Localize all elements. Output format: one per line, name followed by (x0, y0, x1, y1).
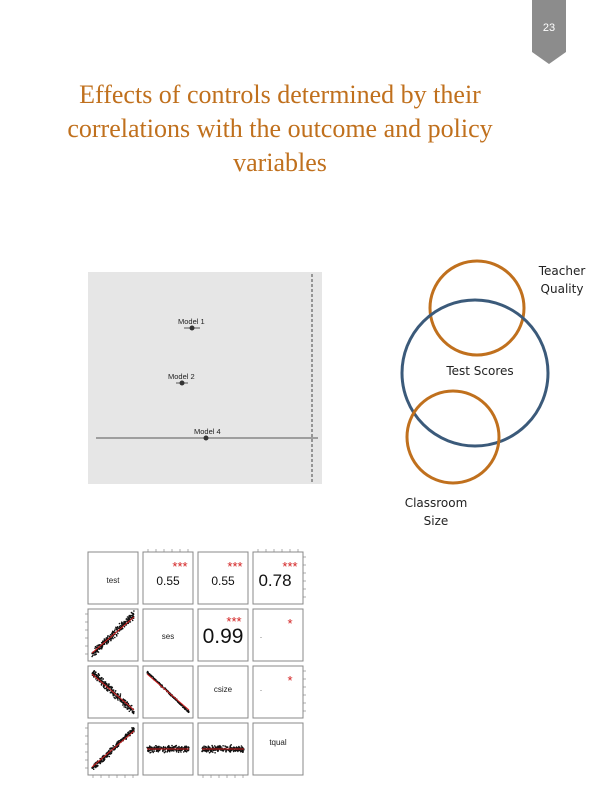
scatter-ses-test-point (125, 621, 127, 623)
scatter-tqual-ses-point (168, 746, 170, 748)
scatter-csize-test-point (123, 698, 125, 700)
scatter-csize-test-point (115, 690, 117, 692)
var-label-ses: ses (161, 632, 175, 641)
coefficient-plot (88, 272, 322, 484)
stars-test-ses: *** (172, 559, 188, 574)
scatter-ses-test-point (128, 616, 130, 618)
model-1-label: Model 1 (178, 317, 205, 326)
corr-ses-csize: 0.99 (202, 625, 244, 648)
model-2-point (180, 381, 185, 386)
scatter-csize-test-point (120, 693, 122, 695)
corr-csize-tqual: - (260, 688, 262, 694)
scatter-csize-test-point (105, 688, 107, 690)
classroom-size-label: Classroom Size (404, 496, 468, 528)
corr-test-tqual: 0.78 (258, 571, 292, 590)
scatter-tqual-csize-point (242, 751, 244, 753)
scatter-ses-test-point (113, 631, 115, 633)
scatter-tqual-ses-point (173, 746, 175, 748)
scatter-csize-test-point (101, 684, 103, 686)
scatter-tqual-ses-point (187, 746, 189, 748)
scatter-csize-test-point (129, 711, 131, 713)
teacher-quality-label: Teacher Quality (538, 264, 586, 296)
scatter-tqual-ses-point (171, 745, 173, 747)
var-label-tqual: tqual (269, 738, 287, 747)
scatter-ses-test-point (115, 627, 117, 629)
scatter-tqual-ses-point (169, 750, 171, 752)
scatter-csize-test-point (104, 681, 106, 683)
scatter-tqual-test-point (109, 756, 111, 758)
scatter-tqual-ses-point (180, 751, 182, 753)
scatter-tqual-test-point (97, 765, 99, 767)
scatter-tqual-ses-point (167, 750, 169, 752)
scatter-ses-test-point (107, 642, 109, 644)
scatter-tqual-csize-point (242, 750, 244, 752)
scatter-ses-test-point (106, 643, 108, 645)
scatter-tqual-ses-point (178, 746, 180, 748)
scatter-csize-test-point (96, 680, 98, 682)
title-line-2: correlations with the outcome and policy (67, 114, 493, 143)
scatter-ses-test-point (129, 615, 131, 617)
scatter-csize-test-point (103, 687, 105, 689)
scatter-ses-test-point (119, 626, 121, 628)
classroom-size-circle (407, 391, 499, 483)
scatter-csize-ses-point (187, 710, 189, 712)
model-2-label: Model 2 (168, 372, 195, 381)
slide-title (20, 78, 540, 180)
scatter-csize-test-point (99, 674, 101, 676)
scatter-csize-test-point (94, 670, 96, 672)
scatter-tqual-test-point (129, 731, 131, 733)
scatter-csize-test-point (123, 706, 125, 708)
scatter-ses-test-point (94, 648, 96, 650)
scatter-tqual-csize-point (233, 751, 235, 753)
scatter-tqual-csize-point (236, 746, 238, 748)
scatter-tqual-test-point (120, 739, 122, 741)
scatter-ses-test-point (126, 618, 128, 620)
stars-test-tqual: *** (282, 559, 298, 574)
stars-ses-tqual: * (287, 616, 293, 631)
scatter-csize-ses-point (152, 676, 154, 678)
scatter-ses-test-point (127, 620, 129, 622)
scatter-csize-test-point (117, 699, 119, 701)
scatter-csize-test-point (95, 672, 97, 674)
scatter-csize-test-point (98, 673, 100, 675)
scatter-csize-test-point (122, 704, 124, 706)
scatter-ses-test-point (111, 633, 113, 635)
scatter-csize-test-point (124, 703, 126, 705)
slide-number: 23 (542, 22, 556, 34)
stars-csize-tqual: * (287, 673, 293, 688)
scatter-csize-test-point (108, 683, 110, 685)
scatter-tqual-ses-point (153, 750, 155, 752)
scatter-csize-test-point (102, 678, 104, 680)
scatter-tqual-ses-point (176, 751, 178, 753)
title-line-3: variables (233, 148, 327, 177)
scatter-csize-test-point (131, 705, 133, 707)
scatter-tqual-csize-point (218, 747, 220, 749)
scatter-tqual-test-point (133, 728, 135, 730)
scatter-tqual-ses-point (162, 751, 164, 753)
title-line-1: Effects of controls determined by their (79, 80, 481, 109)
scatter-tqual-test-point (112, 745, 114, 747)
scatter-tqual-csize-point (210, 749, 212, 751)
scatter-csize-test-point (110, 688, 112, 690)
scatter-ses-test-point (123, 622, 125, 624)
panel-tqual (253, 723, 303, 775)
scatter-csize-test-point (125, 707, 127, 709)
scatter-tqual-ses-point (171, 750, 173, 752)
scatter-csize-test-point (118, 694, 120, 696)
pairs-plot (74, 540, 326, 785)
scatter-tqual-csize-point (239, 749, 241, 751)
corr-ses-tqual: - (260, 635, 262, 641)
model-4-label: Model 4 (194, 427, 221, 436)
scatter-csize-test-point (105, 683, 107, 685)
scatter-tqual-ses-point (183, 751, 185, 753)
scatter-ses-test-point (121, 624, 123, 626)
scatter-tqual-test-point (92, 767, 94, 769)
scatter-csize-test-point (132, 712, 134, 714)
model-1-point (190, 326, 195, 331)
scatter-tqual-ses-point (148, 751, 150, 753)
scatter-ses-test-point (110, 634, 112, 636)
var-label-csize: csize (213, 685, 233, 694)
scatter-tqual-csize-point (234, 747, 236, 749)
scatter-tqual-ses-point (149, 752, 151, 754)
scatter-tqual-ses-point (168, 745, 170, 747)
scatter-tqual-csize-point (226, 746, 228, 748)
scatter-csize-test-point (107, 690, 109, 692)
scatter-tqual-ses-point (184, 746, 186, 748)
scatter-ses-test-point (91, 656, 93, 658)
scatter-tqual-csize-point (211, 749, 213, 751)
scatter-csize-test-point (125, 700, 127, 702)
scatter-tqual-test-point (103, 758, 105, 760)
var-label-test: test (106, 576, 120, 585)
scatter-tqual-ses-point (170, 747, 172, 749)
scatter-tqual-csize-point (227, 746, 229, 748)
scatter-ses-test-point (96, 651, 98, 653)
scatter-tqual-csize-point (217, 750, 219, 752)
scatter-ses-test-point (128, 618, 130, 620)
scatter-tqual-test-point (111, 753, 113, 755)
stars-test-csize: *** (227, 559, 243, 574)
scatter-tqual-csize-point (230, 750, 232, 752)
corr-test-ses: 0.55 (156, 574, 180, 588)
scatter-tqual-ses-point (178, 750, 180, 752)
scatter-csize-ses-point (149, 673, 151, 675)
scatter-tqual-test-point (93, 768, 95, 770)
scatter-tqual-csize-point (222, 745, 224, 747)
scatter-csize-ses-point (183, 707, 185, 709)
scatter-tqual-csize-point (238, 747, 240, 749)
scatter-tqual-csize-point (203, 745, 205, 747)
scatter-tqual-test-point (106, 756, 108, 758)
scatter-tqual-csize-point (235, 750, 237, 752)
venn-diagram (380, 250, 612, 550)
scatter-tqual-ses-point (157, 747, 159, 749)
scatter-tqual-test-point (118, 740, 120, 742)
scatter-tqual-csize-point (220, 746, 222, 748)
model-4-point (204, 436, 209, 441)
scatter-csize-test-point (110, 692, 112, 694)
scatter-tqual-ses-point (176, 745, 178, 747)
scatter-ses-test-point (116, 629, 118, 631)
scatter-ses-test-point (122, 622, 124, 624)
scatter-csize-test-point (113, 695, 115, 697)
scatter-ses-test-point (119, 623, 121, 625)
scatter-ses-test-point (95, 654, 97, 656)
scatter-ses-test-point (111, 638, 113, 640)
scatter-csize-test-point (93, 672, 95, 674)
plot-background (88, 272, 322, 484)
scatter-tqual-csize-point (206, 751, 208, 753)
scatter-tqual-test-point (122, 738, 124, 740)
scatter-tqual-ses-point (186, 747, 188, 749)
scatter-csize-test-point (132, 710, 134, 712)
scatter-tqual-csize-point (222, 749, 224, 751)
scatter-tqual-test-point (118, 745, 120, 747)
scatter-ses-test-point (117, 633, 119, 635)
scatter-tqual-csize-point (212, 746, 214, 748)
scatter-csize-ses-point (147, 672, 149, 674)
scatter-tqual-test-point (93, 766, 95, 768)
scatter-tqual-test-point (100, 763, 102, 765)
scatter-ses-test-point (102, 640, 104, 642)
scatter-tqual-csize-point (230, 745, 232, 747)
scatter-csize-test-point (113, 697, 115, 699)
scatter-ses-test-point (114, 637, 116, 639)
scatter-tqual-ses-point (146, 747, 148, 749)
scatter-tqual-test-point (110, 747, 112, 749)
scatter-tqual-test-point (108, 750, 110, 752)
scatter-tqual-csize-point (214, 752, 216, 754)
scatter-ses-test-point (131, 612, 133, 614)
scatter-tqual-ses-point (164, 752, 166, 754)
scatter-csize-test-point (127, 707, 129, 709)
scatter-ses-test-point (132, 620, 134, 622)
scatter-tqual-csize-point (209, 747, 211, 749)
corr-test-csize: 0.55 (211, 574, 235, 588)
scatter-ses-test-point (110, 640, 112, 642)
scatter-ses-test-point (114, 630, 116, 632)
scatter-csize-test-point (109, 686, 111, 688)
scatter-tqual-ses-point (156, 745, 158, 747)
scatter-ses-test-point (116, 635, 118, 637)
scatter-tqual-csize-point (225, 751, 227, 753)
scatter-tqual-ses-point (178, 751, 180, 753)
scatter-ses-test-point (104, 638, 106, 640)
scatter-tqual-ses-point (179, 747, 181, 749)
scatter-ses-test-point (96, 645, 98, 647)
scatter-ses-test-point (133, 610, 135, 612)
stars-ses-csize: *** (226, 614, 242, 629)
test-scores-label: Test Scores (446, 364, 514, 378)
scatter-tqual-csize-point (211, 751, 213, 753)
